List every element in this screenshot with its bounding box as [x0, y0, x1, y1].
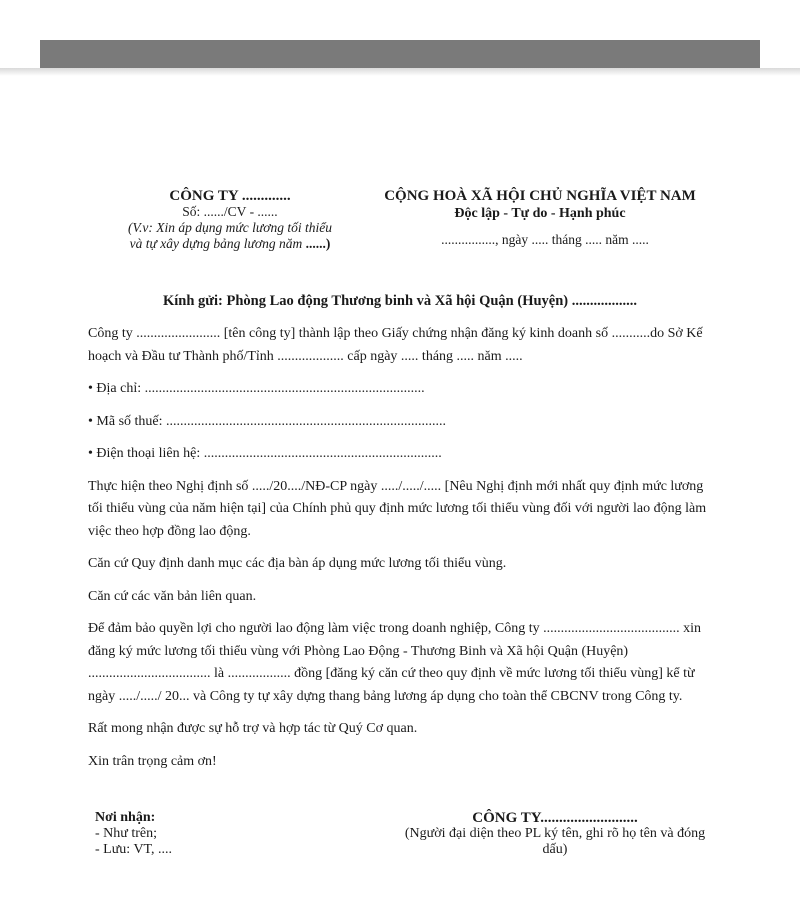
- signature-block: [395, 810, 715, 858]
- signature-note: (Người đại diện theo PL ký tên, ghi rõ họ tên và đóng dấu): [404, 826, 706, 857]
- letter-body: [88, 323, 714, 783]
- decree-paragraph: Thực hiện theo Nghị định số ...../20..../NĐ-CP ngày ...../...../..... [Nêu Nghị định mới nhất quy định mức lương tối thiểu vùng của năm hiện tại] của Chính phủ quy định mức lương tối thiểu vùng đối với người lao động làm việc theo hợp đồng lao động.: [88, 478, 707, 539]
- hope-line: Rất mong nhận được sự hỗ trợ và hợp tác từ Quý Cơ quan.: [88, 721, 418, 736]
- phone-line: • Điện thoại liên hệ: ....................................................................: [88, 446, 442, 461]
- subject-line-1: (V.v: Xin áp dụng mức lương tối thiểu: [128, 220, 332, 235]
- address-line: • Địa chỉ: ................................................................................: [88, 381, 425, 396]
- national-motto: Độc lập - Tự do - Hạnh phúc: [454, 206, 626, 221]
- tax-code-line: • Mã số thuế: ................................................................................: [88, 413, 447, 429]
- request-paragraph: Để đảm bảo quyền lợi cho người lao động làm việc trong doanh nghiệp, Công ty ....................................... xin đăng ký mức lương tối thiểu vùng với Phòng Lao Động - Thương Binh và Xã hội Quận (Huyện) ................................... là .................. đồng [đăng ký căn cứ theo quy định về mức lương tối thiểu vùng] kể từ ngày ...../...../ 20... và Công ty tự xây dựng thang bảng lương áp dụng cho toàn thể CBCNV trong Công ty.: [88, 621, 702, 704]
- subject-line-2-text: và tự xây dựng bảng lương năm: [129, 236, 306, 251]
- recipient-item: - Như trên;: [95, 826, 158, 841]
- recipient-item: - Lưu: VT, ....: [95, 842, 173, 857]
- basis-regulation: Căn cứ Quy định danh mục các địa bàn áp dụng mức lương tối thiểu vùng.: [88, 556, 507, 571]
- subject-year: ......): [305, 236, 331, 251]
- company-name: CÔNG TY .............: [169, 188, 291, 204]
- recipients-label: Nơi nhận:: [95, 810, 156, 825]
- company-header: [100, 188, 360, 252]
- subject-line-2: [100, 236, 360, 252]
- recipients-block: [95, 810, 295, 858]
- subject-line: [100, 220, 360, 252]
- national-header: [370, 188, 710, 248]
- thanks-line: Xin trân trọng cảm ơn!: [88, 753, 217, 769]
- salutation: Kính gửi: Phòng Lao động Thương binh và Xã hội Quận (Huyện) ..................: [163, 293, 637, 309]
- intro-paragraph: Công ty ........................ [tên công ty] thành lập theo Giấy chứng nhận đăng ký kinh doanh số ...........do Sở Kế hoạch và Đầu tư Thành phố/Tỉnh ................... cấp ngày ..... tháng ..... năm .....: [88, 326, 703, 364]
- basis-documents: Căn cứ các văn bản liên quan.: [88, 588, 257, 604]
- nation-title: CỘNG HOÀ XÃ HỘI CHỦ NGHĨA VIỆT NAM: [384, 188, 696, 204]
- date-line: ................, ngày ..... tháng ..... năm .....: [441, 232, 649, 247]
- reference-number: Số: ....../CV - ......: [182, 204, 278, 219]
- signature-title: CÔNG TY..........................: [472, 810, 638, 826]
